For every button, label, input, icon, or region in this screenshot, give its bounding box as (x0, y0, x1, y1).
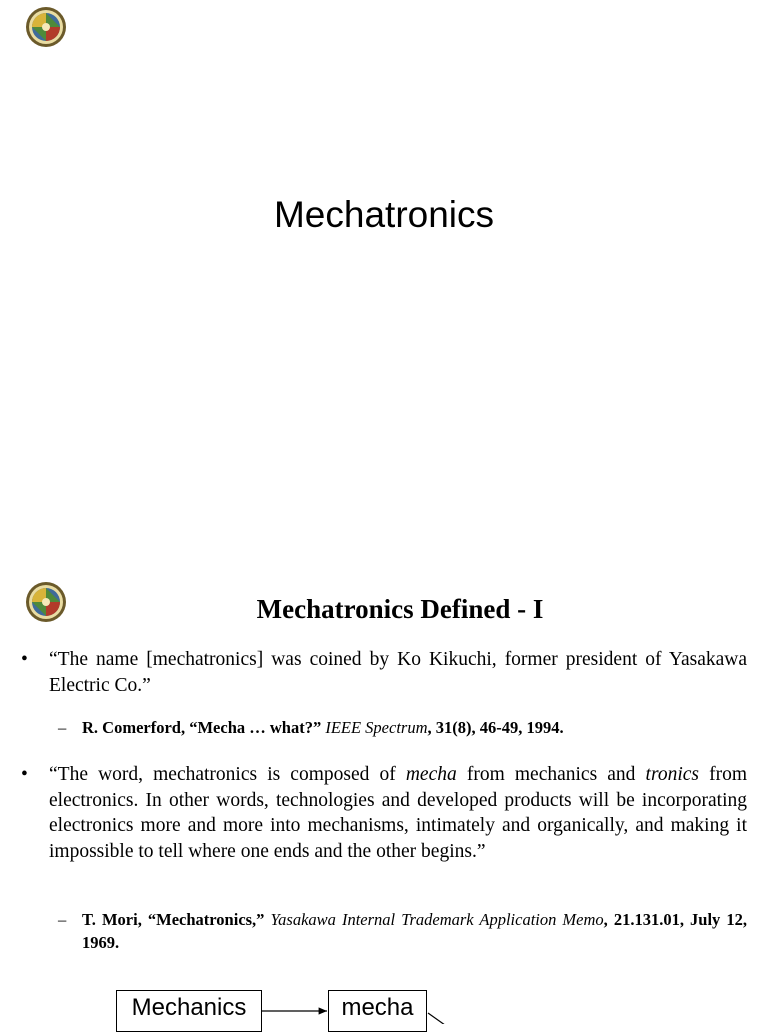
citation (58, 908, 747, 954)
quote-text: “The name [mechatronics] was coined by Ko Kikuchi, former president of Yasakawa Electric Co.” (49, 649, 747, 696)
dash-marker: – (58, 718, 67, 737)
definition-slide (0, 560, 768, 1024)
bullet-marker: • (21, 649, 28, 670)
bullet-marker: • (21, 764, 28, 785)
emphasis-text: tronics (645, 764, 699, 785)
diagram-box-mechanics: Mechanics (116, 990, 262, 1032)
emphasis-text: mecha (405, 764, 457, 785)
bullet-item (21, 762, 748, 864)
diagram-box-mecha: mecha (328, 990, 427, 1032)
citation-author: T. Mori, “Mechatronics,” (82, 910, 265, 929)
bullet-item (21, 647, 747, 698)
slide-title: Mechatronics Defined - I (256, 594, 544, 624)
citation-author: R. Comerford, “Mecha … what?” (82, 718, 322, 737)
slide-title: Mechatronics (273, 194, 495, 235)
citation-details: , 21.131.01, July 12, 1969. (82, 910, 747, 952)
dash-marker: – (58, 910, 67, 929)
citation-journal: Yasakawa Internal Trademark Application Memo (270, 910, 604, 929)
citation-journal: IEEE Spectrum (325, 718, 428, 737)
citation-details: , 31(8), 46-49, 1994. (427, 718, 564, 737)
diagram-arrow (428, 1013, 452, 1024)
citation (58, 716, 747, 739)
quote-text: from electronics. In other words, technologies and developed products will be incorporating electronics more and more into mechanisms, intimately and organically, and making it impossible to tell where one ends and the other begins.” (49, 764, 748, 862)
quote-text: “The word, mechatronics is composed of (49, 764, 396, 785)
quote-text: from mechanics and (466, 764, 636, 785)
university-seal-logo (25, 6, 67, 48)
